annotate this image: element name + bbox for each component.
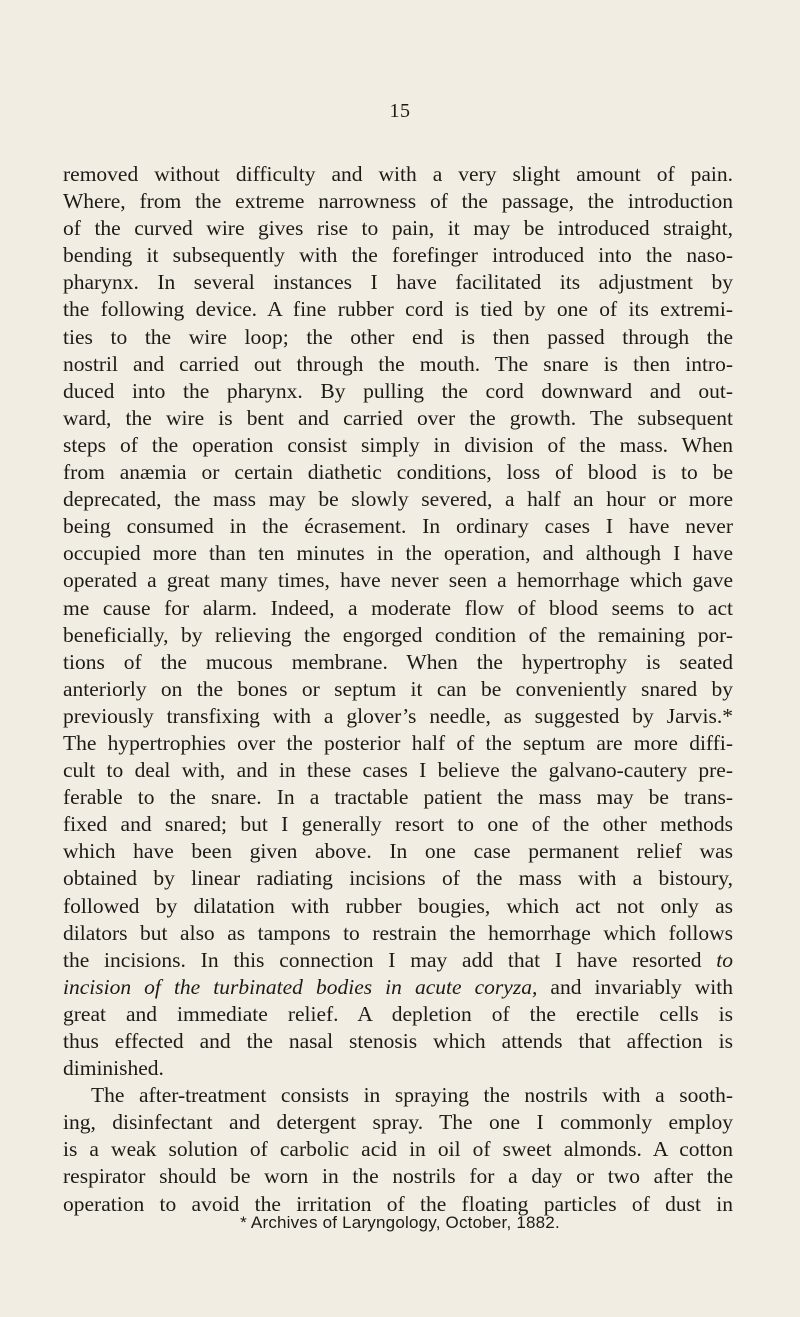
text-line: followed by dilatation with rubber bougies, which act not only as <box>63 893 733 918</box>
text-line: from anæmia or certain diathetic conditions, loss of blood is to be <box>63 460 733 485</box>
text-line: ferable to the snare. In a tractable patient the mass may be trans- <box>63 785 733 810</box>
body-text <box>63 161 733 1218</box>
text-line: is a weak solution of carbolic acid in oil of sweet almonds. A cotton <box>63 1137 733 1162</box>
text-line: beneficially, by relieving the engorged condition of the remaining por- <box>63 622 733 647</box>
text-line: fixed and snared; but I generally resort to one of the other methods <box>63 812 733 837</box>
text-line: operation to avoid the irritation of the floating particles of dust in <box>63 1191 733 1216</box>
text-line: of the curved wire gives rise to pain, it may be introduced straight, <box>63 216 733 241</box>
text-segment: the incisions. In this connection I may add that I have resorted <box>63 947 717 972</box>
text-line: which have been given above. In one case permanent relief was <box>63 839 733 864</box>
text-line: previously transfixing with a glover’s needle, as suggested by Jarvis.* <box>63 703 733 728</box>
text-line-with-italic <box>63 974 733 1001</box>
text-line-with-italic <box>63 947 733 974</box>
text-line: The after-treatment consists in spraying the nostrils with a sooth- <box>91 1083 733 1108</box>
text-line: great and immediate relief. A depletion of the erectile cells is <box>63 1001 733 1026</box>
text-line: the following device. A fine rubber cord is tied by one of its extremi- <box>63 297 733 322</box>
text-line: removed without difficulty and with a very slight amount of pain. <box>63 162 733 186</box>
footnote: * Archives of Laryngology, October, 1882. <box>240 1213 560 1232</box>
text-line: tions of the mucous membrane. When the hypertrophy is seated <box>63 649 733 674</box>
text-line: bending it subsequently with the forefinger introduced into the naso- <box>63 243 733 268</box>
text-line: steps of the operation consist simply in division of the mass. When <box>63 432 733 457</box>
italic-text: incision of the turbinated bodies in acute coryza, <box>63 974 538 999</box>
text-line: pharynx. In several instances I have facilitated its adjustment by <box>63 270 733 295</box>
text-line: being consumed in the écrasement. In ordinary cases I have never <box>63 514 733 539</box>
text-line: occupied more than ten minutes in the operation, and although I have <box>63 541 733 566</box>
text-line: deprecated, the mass may be slowly severed, a half an hour or more <box>63 487 733 512</box>
text-line: dilators but also as tampons to restrain the hemorrhage which follows <box>63 920 733 945</box>
italic-text: to <box>716 947 733 972</box>
text-line: operated a great many times, have never seen a hemorrhage which gave <box>63 568 733 593</box>
page-number: 15 <box>389 100 411 122</box>
text-line: diminished. <box>63 1056 164 1081</box>
text-line: anteriorly on the bones or septum it can be conveniently snared by <box>63 676 733 701</box>
text-line: respirator should be worn in the nostrils for a day or two after the <box>63 1164 733 1189</box>
text-line: ward, the wire is bent and carried over the growth. The subsequent <box>63 405 733 430</box>
text-line: me cause for alarm. Indeed, a moderate flow of blood seems to act <box>63 595 733 620</box>
text-line: Where, from the extreme narrowness of the passage, the introduction <box>63 189 733 214</box>
text-segment: and invariably with <box>537 974 733 999</box>
text-line: The hypertrophies over the posterior half of the septum are more diffi- <box>63 730 733 755</box>
text-line: ing, disinfectant and detergent spray. The one I commonly employ <box>63 1110 733 1135</box>
text-line: duced into the pharynx. By pulling the cord downward and out- <box>63 378 733 403</box>
text-line: ties to the wire loop; the other end is then passed through the <box>63 324 733 349</box>
text-line: obtained by linear radiating incisions of the mass with a bistoury, <box>63 866 733 891</box>
text-line: cult to deal with, and in these cases I believe the galvano-cautery pre- <box>63 758 733 783</box>
text-line: nostril and carried out through the mouth. The snare is then intro- <box>63 351 733 376</box>
text-line: thus effected and the nasal stenosis which attends that affection is <box>63 1029 733 1053</box>
